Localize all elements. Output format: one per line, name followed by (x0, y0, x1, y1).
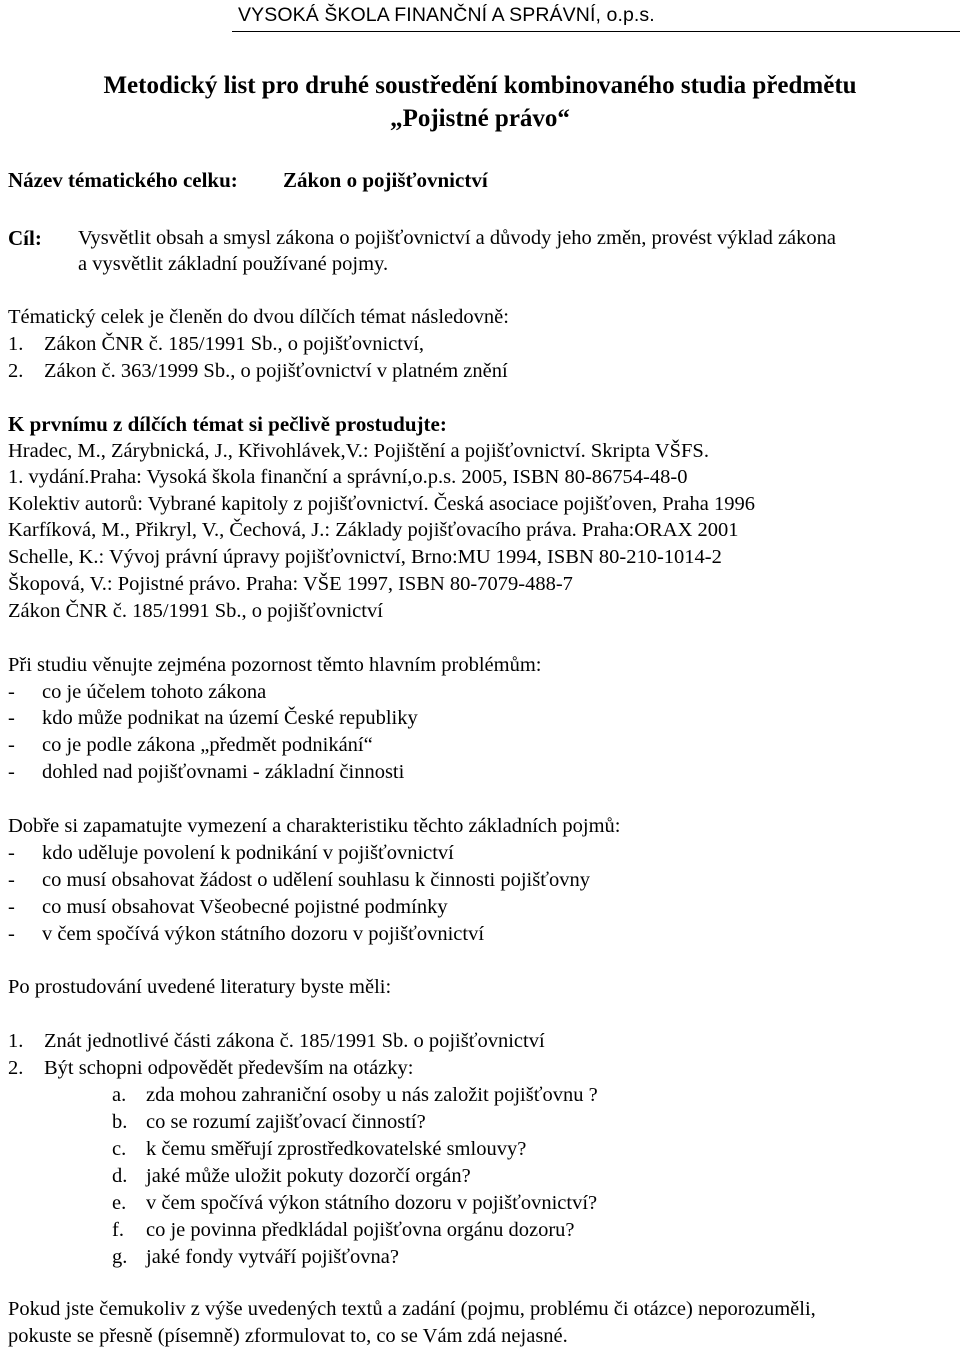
outcome-text: Být schopni odpovědět především na otázky: (44, 1057, 414, 1079)
concept-item: co musí obsahovat žádost o udělení souhlasu k činnosti pojišťovny (42, 869, 590, 891)
concept-item: v čem spočívá výkon státního dozoru v pojišťovnictví (42, 923, 485, 945)
question-letter: f. (112, 1219, 124, 1241)
literature-line: Kolektiv autorů: Vybrané kapitoly z pojišťovnictví. Česká asociace pojišťoven, Praha 1996 (8, 493, 756, 515)
literature-line: Škopová, V.: Pojistné právo. Praha: VŠE 1997, ISBN 80-7079-488-7 (8, 573, 573, 595)
school-header: VYSOKÁ ŠKOLA FINANČNÍ A SPRÁVNÍ, o.p.s. (238, 4, 655, 26)
literature-line: Zákon ČNR č. 185/1991 Sb., o pojišťovnictví (8, 600, 383, 622)
question-text: co se rozumí zajišťovací činností? (146, 1111, 426, 1133)
bullet-dash: - (8, 896, 15, 918)
literature-heading: K prvnímu z dílčích témat si pečlivě prostudujte: (8, 412, 447, 436)
question-letter: c. (112, 1138, 127, 1160)
question-letter: g. (112, 1246, 128, 1268)
problems-intro: Při studiu věnujte zejména pozornost těmto hlavním problémům: (8, 654, 542, 676)
bullet-dash: - (8, 761, 15, 783)
problem-item: dohled nad pojišťovnami - základní činnosti (42, 761, 405, 783)
question-letter: b. (112, 1111, 128, 1133)
bullet-dash: - (8, 734, 15, 756)
outcomes-intro: Po prostudování uvedené literatury byste měli: (8, 976, 392, 998)
bullet-dash: - (8, 869, 15, 891)
document-title-line2: „Pojistné právo“ (390, 105, 570, 132)
structure-item-text: Zákon ČNR č. 185/1991 Sb., o pojišťovnictví, (44, 333, 425, 355)
structure-item-num: 1. (8, 333, 24, 355)
concept-item: co musí obsahovat Všeobecné pojistné podmínky (42, 896, 448, 918)
outcome-num: 1. (8, 1030, 24, 1052)
bullet-dash: - (8, 842, 15, 864)
bullet-dash: - (8, 923, 15, 945)
bullet-dash: - (8, 707, 15, 729)
closing-note-line2: pokuste se přesně (písemně) zformulovat to, co se Vám zdá nejasné. (8, 1325, 568, 1347)
question-text: jaké může uložit pokuty dozorčí orgán? (146, 1165, 471, 1187)
question-text: v čem spočívá výkon státního dozoru v pojišťovnictví? (146, 1192, 598, 1214)
structure-intro: Tématický celek je členěn do dvou dílčích témat následovně: (8, 306, 509, 328)
document-title-line1: Metodický list pro druhé soustředění kombinovaného studia předmětu (103, 72, 857, 99)
problem-item: co je podle zákona „předmět podnikání“ (42, 734, 373, 756)
goal-label: Cíl: (8, 226, 42, 250)
literature-line: Schelle, K.: Vývoj právní úpravy pojišťovnictví, Brno:MU 1994, ISBN 80-210-1014-2 (8, 546, 722, 568)
outcome-num: 2. (8, 1057, 24, 1079)
structure-item-text: Zákon č. 363/1999 Sb., o pojišťovnictví v platném znění (44, 360, 508, 382)
topic-label: Název tématického celku: (8, 168, 238, 192)
question-text: k čemu směřují zprostředkovatelské smlouvy? (146, 1138, 527, 1160)
literature-line: Karfíková, M., Přikryl, V., Čechová, J.: Základy pojišťovacího práva. Praha:ORAX 2001 (8, 519, 739, 541)
bullet-dash: - (8, 681, 15, 703)
literature-line: Hradec, M., Zárybnická, J., Křivohlávek,V.: Pojištění a pojišťovnictví. Skripta VŠFS. (8, 440, 709, 462)
structure-item-num: 2. (8, 360, 24, 382)
header-divider (232, 31, 960, 32)
concepts-intro: Dobře si zapamatujte vymezení a charakteristiku těchto základních pojmů: (8, 815, 621, 837)
question-text: jaké fondy vytváří pojišťovna? (146, 1246, 399, 1268)
goal-text-line2: a vysvětlit základní používané pojmy. (78, 253, 389, 275)
question-text: co je povinna předkládal pojišťovna orgánu dozoru? (146, 1219, 575, 1241)
goal-text-line1: Vysvětlit obsah a smysl zákona o pojišťovnictví a důvody jeho změn, provést výklad zákona (78, 227, 836, 249)
concept-item: kdo uděluje povolení k podnikání v pojišťovnictví (42, 842, 454, 864)
topic-value: Zákon o pojišťovnictví (283, 168, 488, 192)
question-letter: d. (112, 1165, 128, 1187)
question-letter: e. (112, 1192, 127, 1214)
closing-note-line1: Pokud jste čemukoliv z výše uvedených textů a zadání (pojmu, problému či otázce) neporozuměli, (8, 1298, 816, 1320)
literature-line: 1. vydání.Praha: Vysoká škola finanční a správní,o.p.s. 2005, ISBN 80-86754-48-0 (8, 466, 688, 488)
problem-item: kdo může podnikat na území České republiky (42, 707, 418, 729)
outcome-text: Znát jednotlivé části zákona č. 185/1991 Sb. o pojišťovnictví (44, 1030, 545, 1052)
question-letter: a. (112, 1084, 127, 1106)
question-text: zda mohou zahraniční osoby u nás založit pojišťovnu ? (146, 1084, 598, 1106)
problem-item: co je účelem tohoto zákona (42, 681, 267, 703)
